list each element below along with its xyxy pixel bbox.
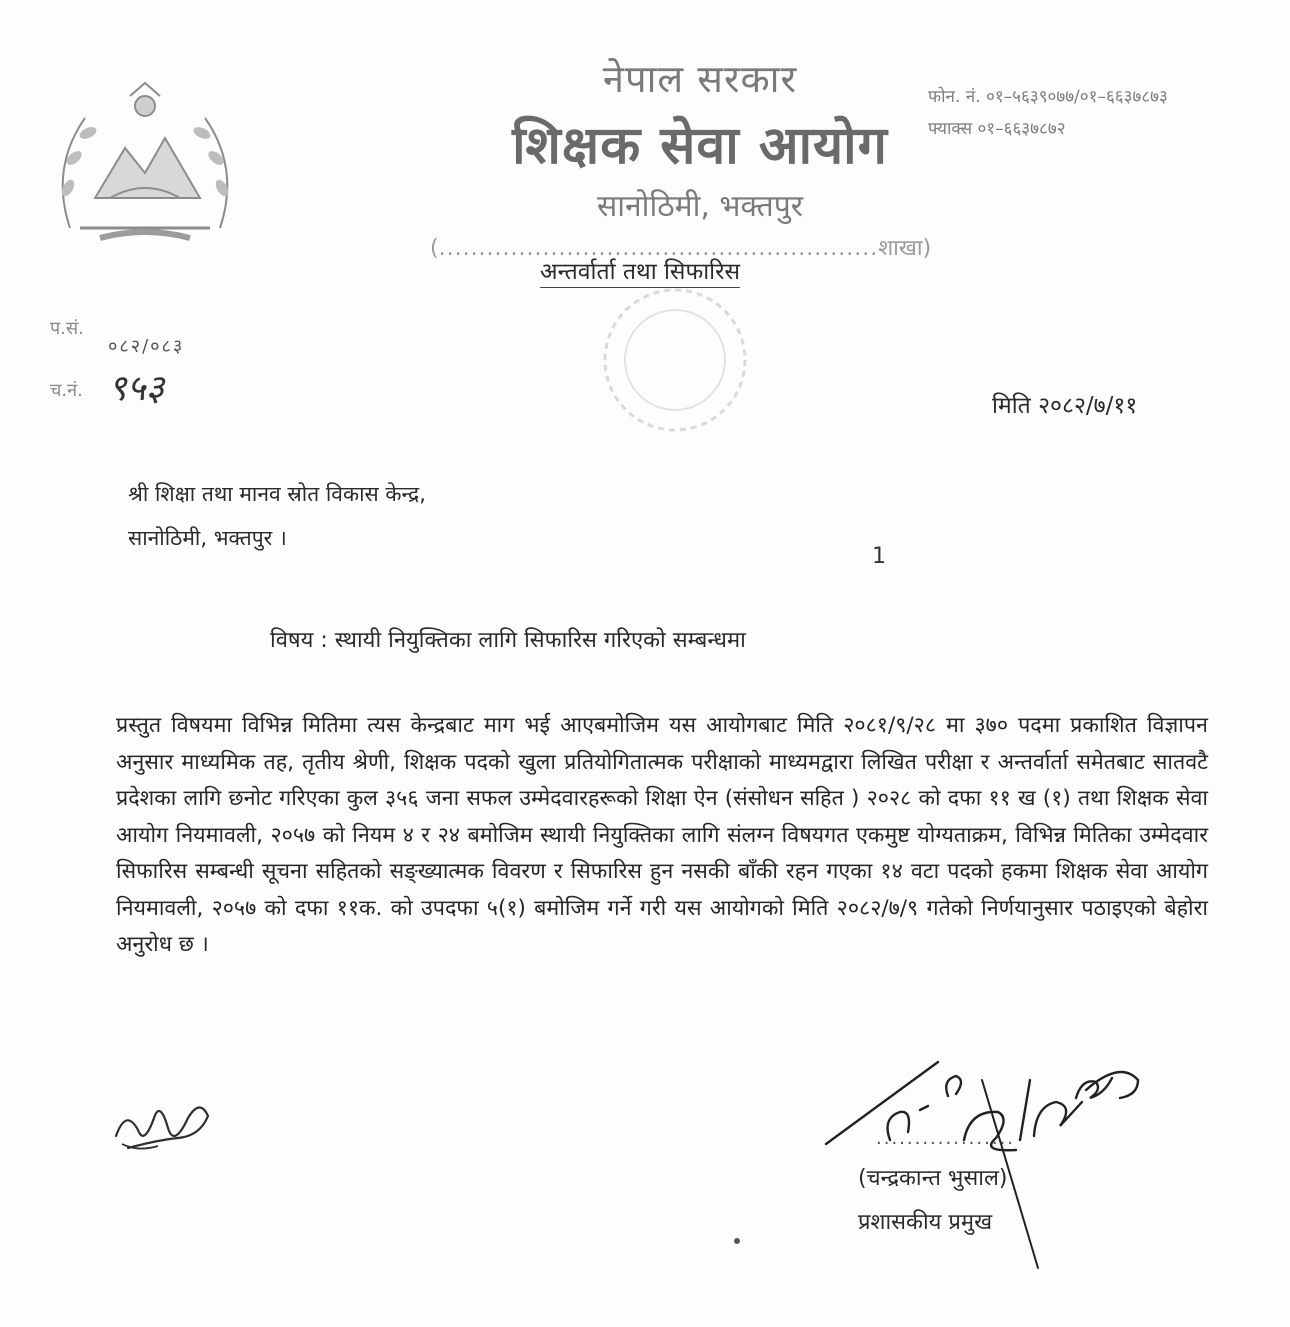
fax-number: फ्याक्स ०१–६६३७८७२ [928, 119, 1066, 139]
addressee-line-2: सानोठिमी, भक्तपुर । [128, 526, 287, 550]
handwritten-initials-icon [108, 1088, 218, 1158]
cn-label: च.नं. [50, 380, 83, 401]
nepal-emblem-icon [40, 78, 250, 248]
ink-speck [734, 1238, 740, 1244]
government-heading: नेपाल सरकार [602, 57, 798, 101]
branch-bracket: ( [430, 236, 439, 261]
signatory-title: प्रशासकीय प्रमुख [858, 1210, 993, 1235]
branch-suffix: शाखा) [878, 236, 932, 261]
office-stamp-icon [580, 280, 770, 440]
letter-date: मिति २०८२/७/११ [992, 393, 1138, 419]
subject-line: विषय : स्थायी नियुक्तिका लागि सिफारिस गरिएको सम्बन्धमा [270, 628, 746, 653]
letter-body: प्रस्तुत विषयमा विभिन्न मितिमा त्यस केन्द्रबाट माग भई आएबमोजिम यस आयोगबाट मिति २०८१/९/२८ मा ३७० पदमा प्रकाशित विज्ञापन अनुसार माध्यमिक तह, तृतीय श्रेणी, शिक्षक पदको खुला प्रतियोगितात्मक परीक्षाको माध्यमद्वारा लिखित परीक्षा र अन्तर्वार्ता समेतबाट सातवटै प्रदेशका लागि छनोट गरिएका कुल ३५६ जना सफल उम्मेदवारहरूको शिक्षा ऐन (संसोधन सहित ) २०२८ को दफा ११ ख (१) तथा शिक्षक सेवा आयोग नियमावली, २०५७ को नियम ४ र २४ बमोजिम स्थायी नियुक्तिका लागि संलग्न विषयगत एकमुष्ट योग्यताक्रम, विभिन्न मितिका उम्मेदवार सिफारिस सम्बन्धी सूचना सहितको सङ्ख्यात्मक विवरण र सिफारिस हुन नसकी बाँकी रहन गएका १४ वटा पदको हकमा शिक्षक सेवा आयोग नियमावली, २०५७ को दफा ११क. को उपदफा ५(१) बमोजिम गर्ने गरी यस आयोगको मिति २०८२/७/९ गतेको निर्णयानुसार पठाइएको बेहोरा अनुरोध छ । [116, 713, 1208, 957]
branch-dots: ....................................................... [438, 236, 879, 261]
phone-number: फोन. नं. ०१–५६३९०७७/०१–६६३७८७३ [928, 87, 1168, 107]
ps-label: प.सं. [50, 318, 84, 339]
signatory-name: (चन्द्रकान्त भुसाल) [858, 1166, 1008, 1191]
cn-value: ९५३ [108, 368, 165, 409]
organization-address: सानोठिमी, भक्तपुर [596, 189, 804, 224]
addressee-line-1: श्री शिक्षा तथा मानव स्रोत विकास केन्द्र, [128, 482, 426, 506]
section-title: अन्तर्वार्ता तथा सिफारिस [540, 254, 740, 288]
ps-value: ०८२/०८३ [108, 336, 185, 357]
organization-heading: शिक्षक सेवा आयोग [512, 116, 888, 176]
signature-dots: .................. [876, 1128, 1015, 1149]
pen-mark: 1 [872, 544, 886, 569]
